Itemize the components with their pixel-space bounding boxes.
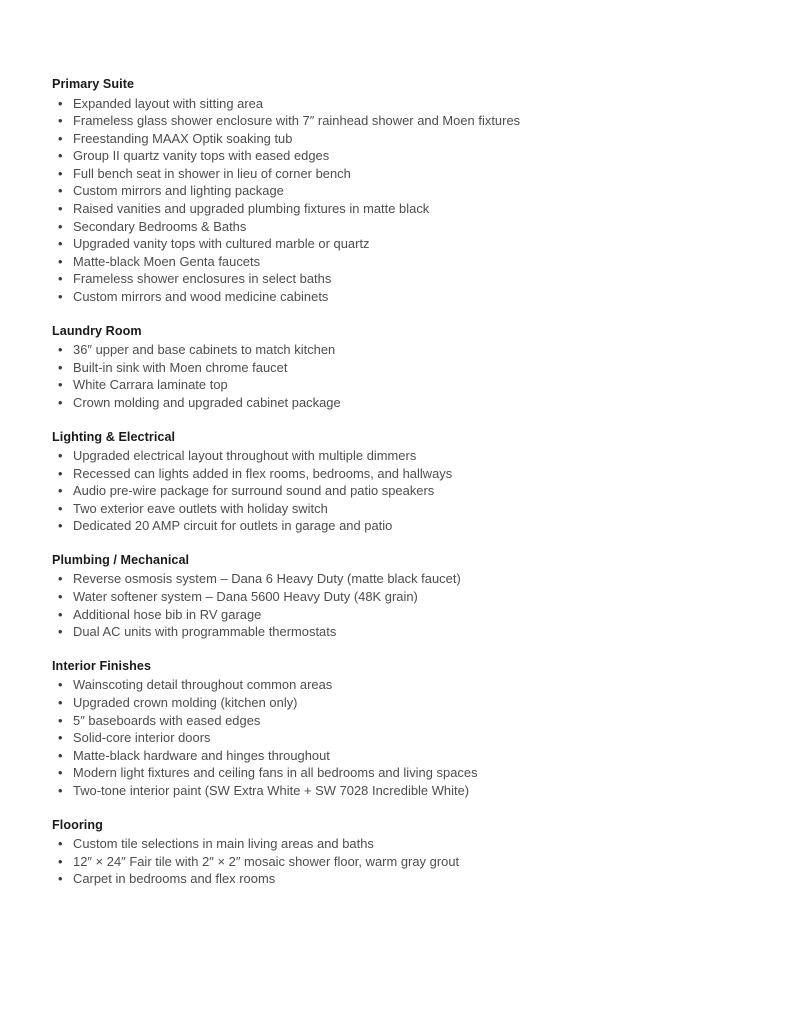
list-item bbox=[52, 270, 612, 288]
list-item-label: Crown molding and upgraded cabinet package bbox=[73, 394, 341, 410]
list-item-label: Recessed can lights added in flex rooms, bedrooms, and hallways bbox=[73, 465, 453, 481]
list-item-label: 5″ baseboards with eased edges bbox=[73, 712, 261, 728]
feature-bullet-list bbox=[52, 447, 612, 535]
bullet-point-icon: • bbox=[58, 606, 63, 622]
section-heading: Interior Finishes bbox=[52, 658, 152, 673]
list-item-label: Custom tile selections in main living areas and baths bbox=[73, 836, 374, 851]
list-item bbox=[52, 376, 612, 394]
list-item bbox=[52, 394, 612, 412]
bullet-point-icon: • bbox=[58, 394, 63, 410]
list-item-label: Upgraded vanity tops with cultured marble or quartz bbox=[73, 236, 370, 252]
list-item-label: Solid-core interior doors bbox=[73, 730, 211, 746]
feature-section bbox=[52, 817, 612, 888]
list-item bbox=[52, 870, 612, 888]
bullet-point-icon: • bbox=[58, 377, 63, 393]
feature-section bbox=[52, 658, 612, 800]
list-item-label: Dedicated 20 AMP circuit for outlets in garage and patio bbox=[73, 518, 393, 534]
bullet-point-icon: • bbox=[58, 765, 63, 781]
list-item-label: Carpet in bedrooms and flex rooms bbox=[73, 871, 276, 887]
list-item bbox=[52, 729, 612, 747]
list-item-label: Built-in sink with Moen chrome faucet bbox=[73, 359, 288, 375]
list-item-label: Frameless glass shower enclosure with 7″ rainhead shower and Moen fixtures bbox=[73, 113, 521, 129]
bullet-point-icon: • bbox=[58, 148, 63, 164]
feature-bullet-list bbox=[52, 341, 612, 411]
bullet-point-icon: • bbox=[58, 624, 63, 640]
list-item-label: Full bench seat in shower in lieu of corner bench bbox=[73, 165, 351, 181]
bullet-point-icon: • bbox=[58, 359, 63, 375]
list-item bbox=[52, 218, 612, 236]
bullet-point-icon: • bbox=[58, 782, 63, 798]
list-item bbox=[52, 112, 612, 130]
list-item-label: White Carrara laminate top bbox=[73, 377, 228, 393]
section-heading: Plumbing / Mechanical bbox=[52, 552, 190, 567]
list-item bbox=[52, 165, 612, 183]
bullet-point-icon: • bbox=[58, 271, 63, 287]
section-heading: Flooring bbox=[52, 817, 103, 832]
list-item-label: Secondary Bedrooms & Baths bbox=[73, 218, 247, 234]
list-item bbox=[52, 253, 612, 271]
list-item-label: Wainscoting detail throughout common areas bbox=[73, 677, 333, 693]
list-item-label: Raised vanities and upgraded plumbing fixtures in matte black bbox=[73, 201, 430, 217]
bullet-point-icon: • bbox=[58, 448, 63, 463]
bullet-point-icon: • bbox=[58, 677, 63, 693]
list-item-label: Audio pre-wire package for surround sound and patio speakers bbox=[73, 483, 435, 499]
bullet-point-icon: • bbox=[58, 113, 63, 129]
list-item-label: Two-tone interior paint (SW Extra White + SW 7028 Incredible White) bbox=[73, 782, 470, 798]
list-item-label: Freestanding MAAX Optik soaking tub bbox=[73, 130, 293, 146]
list-item bbox=[52, 747, 612, 765]
bullet-point-icon: • bbox=[58, 518, 63, 534]
list-item-label: Reverse osmosis system – Dana 6 Heavy Duty (matte black faucet) bbox=[73, 571, 461, 587]
list-item bbox=[52, 694, 612, 712]
bullet-point-icon: • bbox=[58, 730, 63, 746]
list-item-label: Custom mirrors and wood medicine cabinets bbox=[73, 289, 329, 305]
list-item bbox=[52, 235, 612, 253]
list-item bbox=[52, 182, 612, 200]
list-item bbox=[52, 447, 612, 465]
list-item bbox=[52, 130, 612, 148]
list-item bbox=[52, 200, 612, 218]
list-item-label: Frameless shower enclosures in select baths bbox=[73, 271, 332, 287]
bullet-point-icon: • bbox=[58, 589, 63, 605]
feature-section bbox=[52, 323, 612, 412]
feature-section bbox=[52, 552, 612, 641]
bullet-point-icon: • bbox=[58, 712, 63, 728]
feature-section bbox=[52, 429, 612, 535]
feature-bullet-list bbox=[52, 676, 612, 799]
list-item-label: Upgraded electrical layout throughout with multiple dimmers bbox=[73, 448, 417, 463]
feature-bullet-list bbox=[52, 95, 612, 306]
list-item-label: Dual AC units with programmable thermostats bbox=[73, 624, 337, 640]
list-item bbox=[52, 482, 612, 500]
bullet-point-icon: • bbox=[58, 853, 63, 869]
bullet-point-icon: • bbox=[58, 747, 63, 763]
list-item-label: Matte-black hardware and hinges throughout bbox=[73, 747, 330, 763]
list-item bbox=[52, 588, 612, 606]
list-item-label: Additional hose bib in RV garage bbox=[73, 606, 262, 622]
section-heading: Primary Suite bbox=[52, 77, 135, 91]
feature-bullet-list bbox=[52, 835, 612, 888]
list-item-label: Expanded layout with sitting area bbox=[73, 95, 264, 111]
bullet-point-icon: • bbox=[58, 483, 63, 499]
list-item bbox=[52, 782, 612, 800]
list-item-label: Modern light fixtures and ceiling fans in all bedrooms and living spaces bbox=[73, 765, 478, 781]
bullet-point-icon: • bbox=[58, 165, 63, 181]
bullet-point-icon: • bbox=[58, 289, 63, 305]
list-item bbox=[52, 147, 612, 165]
list-item-label: 12″ × 24″ Fair tile with 2″ × 2″ mosaic shower floor, warm gray grout bbox=[73, 853, 460, 869]
list-item bbox=[52, 517, 612, 535]
bullet-point-icon: • bbox=[58, 342, 63, 358]
list-item bbox=[52, 606, 612, 624]
list-item-label: Matte-black Moen Genta faucets bbox=[73, 253, 261, 269]
list-item-label: Water softener system – Dana 5600 Heavy Duty (48K grain) bbox=[73, 589, 418, 605]
list-item bbox=[52, 288, 612, 306]
list-item bbox=[52, 712, 612, 730]
bullet-point-icon: • bbox=[58, 871, 63, 887]
bullet-point-icon: • bbox=[58, 95, 63, 111]
list-item bbox=[52, 465, 612, 483]
list-item bbox=[52, 853, 612, 871]
bullet-point-icon: • bbox=[58, 571, 63, 587]
list-item-label: Group II quartz vanity tops with eased edges bbox=[73, 148, 330, 164]
bullet-point-icon: • bbox=[58, 236, 63, 252]
bullet-point-icon: • bbox=[58, 130, 63, 146]
list-item bbox=[52, 95, 612, 113]
list-item bbox=[52, 341, 612, 359]
list-item bbox=[52, 764, 612, 782]
bullet-point-icon: • bbox=[58, 694, 63, 710]
list-item bbox=[52, 570, 612, 588]
bullet-point-icon: • bbox=[58, 500, 63, 516]
list-item-label: 36″ upper and base cabinets to match kitchen bbox=[73, 342, 336, 358]
bullet-point-icon: • bbox=[58, 253, 63, 269]
list-item-label: Custom mirrors and lighting package bbox=[73, 183, 284, 199]
list-item bbox=[52, 359, 612, 377]
list-item-label: Two exterior eave outlets with holiday switch bbox=[73, 500, 328, 516]
section-heading: Lighting & Electrical bbox=[52, 429, 176, 444]
bullet-point-icon: • bbox=[58, 183, 63, 199]
document-body bbox=[52, 76, 612, 888]
bullet-point-icon: • bbox=[58, 201, 63, 217]
feature-section bbox=[52, 76, 612, 306]
list-item-label: Upgraded crown molding (kitchen only) bbox=[73, 694, 298, 710]
bullet-point-icon: • bbox=[58, 465, 63, 481]
section-heading: Laundry Room bbox=[52, 323, 142, 338]
list-item bbox=[52, 676, 612, 694]
feature-bullet-list bbox=[52, 570, 612, 640]
bullet-point-icon: • bbox=[58, 218, 63, 234]
bullet-point-icon: • bbox=[58, 836, 63, 851]
list-item bbox=[52, 623, 612, 641]
list-item bbox=[52, 500, 612, 518]
list-item bbox=[52, 835, 612, 853]
